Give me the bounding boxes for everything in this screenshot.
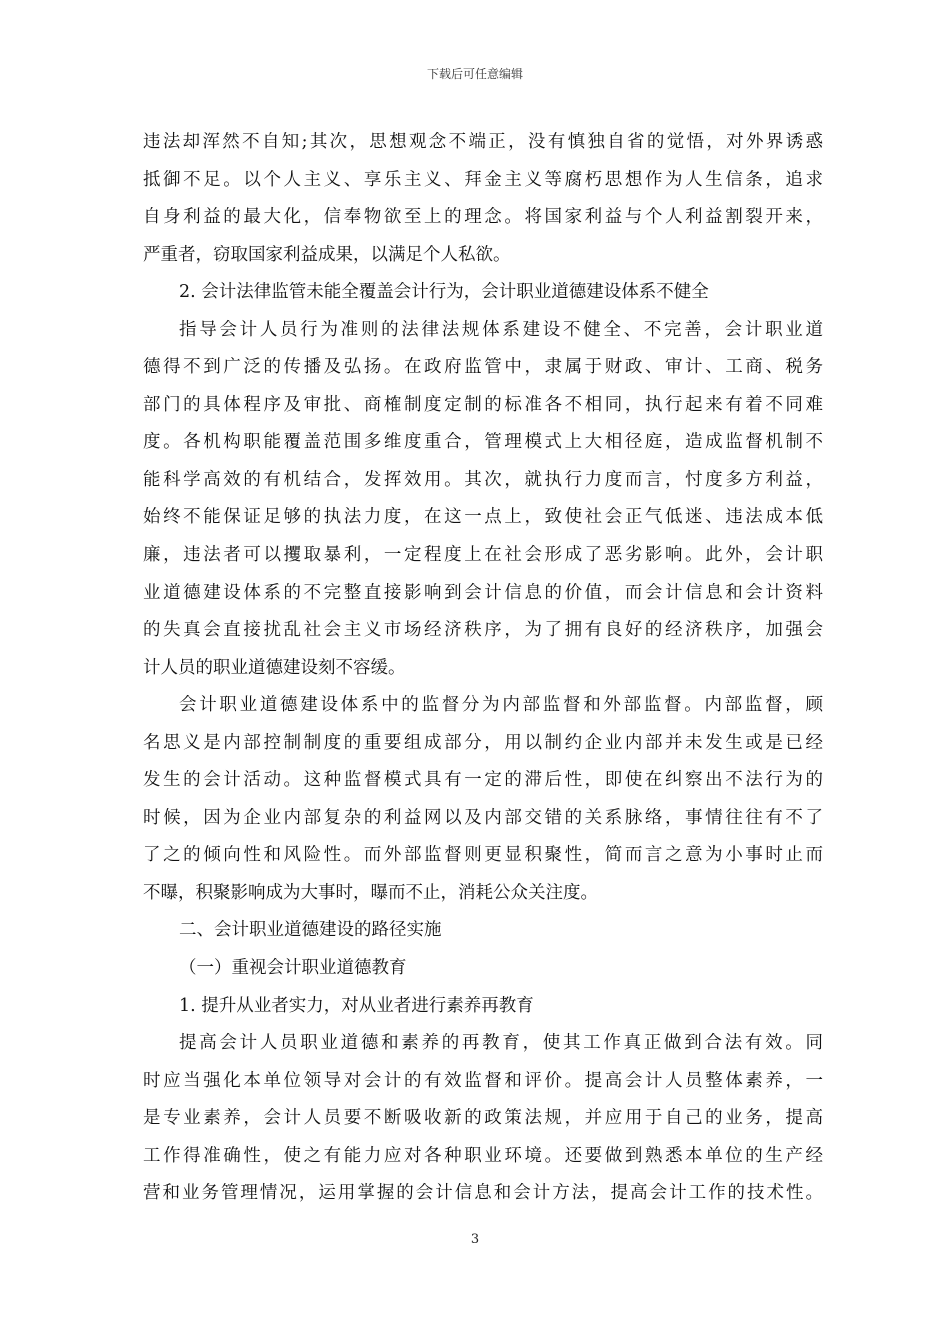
text-line: 业道德建设体系的不完整直接影响到会计信息的价值，而会计信息和会计资料 — [143, 582, 823, 603]
text-line: 名思义是内部控制制度的重要组成部分，用以制约企业内部并未发生或是已经 — [143, 732, 823, 753]
text-line: 会计职业道德建设体系中的监督分为内部监督和外部监督。内部监督，顾 — [179, 695, 823, 716]
text-line: 能科学高效的有机结合，发挥效用。其次，就执行力度而言，忖度多方利益， — [143, 469, 823, 490]
text-line: 自身利益的最大化，信奉物欲至上的理念。将国家利益与个人利益割裂开来， — [143, 207, 823, 228]
text-line: 营和业务管理情况，运用掌握的会计信息和会计方法，提高会计工作的技术性。 — [143, 1183, 823, 1204]
text-line: 德得不到广泛的传播及弘扬。在政府监管中，隶属于财政、审计、工商、税务 — [143, 357, 823, 378]
text-line: 2. 会计法律监管未能全覆盖会计行为，会计职业道德建设体系不健全 — [179, 282, 709, 303]
text-line: 严重者，窃取国家利益成果，以满足个人私欲。 — [143, 244, 511, 265]
text-line: 二、会计职业道德建设的路径实施 — [179, 920, 442, 941]
text-line: 指导会计人员行为准则的法律法规体系建设不健全、不完善，会计职业道 — [179, 319, 823, 340]
text-line: 时应当强化本单位领导对会计的有效监督和评价。提高会计人员整体素养，一 — [143, 1070, 823, 1091]
text-line: 不曝，积聚影响成为大事时，曝而不止，消耗公众关注度。 — [143, 882, 598, 903]
text-line: 始终不能保证足够的执法力度，在这一点上，致使社会正气低迷、违法成本低 — [143, 507, 823, 528]
text-line: 1. 提升从业者实力，对从业者进行素养再教育 — [179, 995, 534, 1016]
page-number: 3 — [470, 1232, 480, 1247]
text-line: 度。各机构职能覆盖范围多维度重合，管理模式上大相径庭，造成监督机制不 — [143, 432, 823, 453]
text-line: 工作得准确性，使之有能力应对各种职业环境。还要做到熟悉本单位的生产经 — [143, 1145, 823, 1166]
text-line: 发生的会计活动。这种监督模式具有一定的滞后性，即使在纠察出不法行为的 — [143, 770, 823, 791]
text-line: 了之的倾向性和风险性。而外部监督则更显积聚性，简而言之意为小事时止而 — [143, 845, 823, 866]
text-line: 时候，因为企业内部复杂的利益网以及内部交错的关系脉络，事情往往有不了 — [143, 807, 823, 828]
text-line: 计人员的职业道德建设刻不容缓。 — [143, 657, 406, 678]
text-line: 抵御不足。以个人主义、享乐主义、拜金主义等腐朽思想作为人生信条，追求 — [143, 169, 823, 190]
document-body — [143, 124, 823, 1213]
text-line: 廉，违法者可以攫取暴利，一定程度上在社会形成了恶劣影响。此外，会计职 — [143, 545, 823, 566]
text-line: （一）重视会计职业道德教育 — [179, 958, 407, 979]
text-line: 提高会计人员职业道德和素养的再教育，使其工作真正做到合法有效。同 — [179, 1033, 823, 1054]
text-line: 违法却浑然不自知;其次，思想观念不端正，没有慎独自省的觉悟，对外界诱惑 — [143, 132, 823, 152]
page-header: 下载后可任意编辑 — [426, 67, 523, 81]
text-line: 部门的具体程序及审批、商榷制度定制的标准各不相同，执行起来有着不同难 — [143, 394, 823, 415]
text-line: 的失真会直接扰乱社会主义市场经济秩序，为了拥有良好的经济秩序，加强会 — [143, 620, 823, 641]
text-line: 是专业素养，会计人员要不断吸收新的政策法规，并应用于自己的业务，提高 — [143, 1108, 823, 1129]
